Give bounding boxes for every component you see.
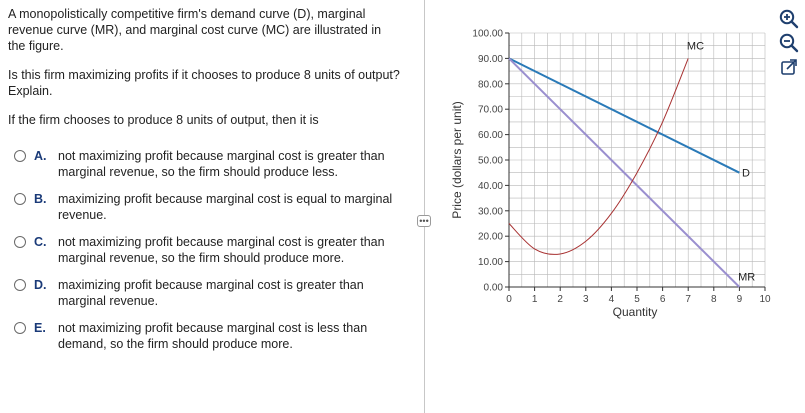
y-tick-label: 80.00 [477,79,503,91]
x-tick-label: 8 [711,294,717,305]
mr-label: MR [738,271,756,284]
radio-button[interactable] [14,236,26,248]
x-tick-label: 10 [759,294,771,305]
y-tick-label: 20.00 [477,231,503,243]
y-tick-label: 100.00 [472,28,503,40]
x-tick-label: 0 [506,294,512,305]
x-tick-label: 7 [685,294,691,305]
question-prompt [8,67,400,99]
external-link-icon[interactable] [778,56,800,78]
option-e[interactable] [14,320,394,352]
y-tick-label: 90.00 [477,53,503,65]
handle-dots: ••• [419,216,429,226]
option-letter: A. [34,149,47,163]
question-prompt-text: Is this firm maximizing profits if it chooses to produce 8 units of output? Explain. [8,68,400,98]
y-tick-label: 40.00 [477,180,503,192]
y-tick-label: 70.00 [477,104,503,116]
x-tick-label: 5 [634,294,640,305]
mc-label: MC [686,40,705,53]
option-b[interactable] [14,191,394,223]
option-a[interactable] [14,148,394,180]
zoom-out-icon[interactable] [778,32,800,54]
zoom-in-icon[interactable] [778,8,800,30]
x-tick-label: 4 [608,294,615,305]
y-tick-label: 0.00 [483,282,503,294]
option-letter: D. [34,278,47,292]
x-tick-label: 2 [557,294,563,305]
y-tick-label: 30.00 [477,206,503,218]
radio-button[interactable] [14,193,26,205]
radio-button[interactable] [14,150,26,162]
option-text: not maximizing profit because marginal cost is less than demand, so the firm should produce more. [58,321,368,351]
y-tick-label: 10.00 [477,257,503,269]
x-tick-label: 1 [531,294,538,305]
x-axis-label: Quantity [612,305,658,319]
x-tick-label: 3 [583,294,589,305]
option-letter: E. [34,321,46,335]
option-text: not maximizing profit because marginal cost is greater than marginal revenue, so the firm should produce less. [58,149,385,179]
option-d[interactable] [14,277,394,309]
y-axis-label: Price (dollars per unit) [450,101,464,219]
question-intro-text: A monopolistically competitive firm's demand curve (D), marginal revenue curve (MR), and marginal cost curve (MC) are illustrated in the figure. [8,7,382,53]
x-tick-label: 9 [736,294,743,305]
radio-button[interactable] [14,279,26,291]
y-tick-label: 50.00 [477,155,503,167]
option-text: not maximizing profit because marginal cost is greater than marginal revenue, so the firm should produce more. [58,235,385,265]
x-tick-label: 6 [659,294,666,305]
question-stem [8,112,400,128]
question-stem-text: If the firm chooses to produce 8 units of output, then it is [8,113,319,127]
chart [440,0,775,330]
demand-label: D [741,167,750,180]
resize-handle[interactable] [417,215,431,227]
y-tick-label: 60.00 [477,130,503,142]
option-c[interactable] [14,234,394,266]
option-letter: C. [34,235,47,249]
option-letter: B. [34,192,47,206]
option-text: maximizing profit because marginal cost is equal to marginal revenue. [58,192,393,222]
panel-divider[interactable] [424,0,425,413]
chart-grid [509,33,765,287]
chart-axes [505,33,765,291]
question-intro [8,6,400,54]
option-text: maximizing profit because marginal cost is greater than marginal revenue. [58,278,364,308]
tool-column [778,8,802,80]
radio-button[interactable] [14,322,26,334]
